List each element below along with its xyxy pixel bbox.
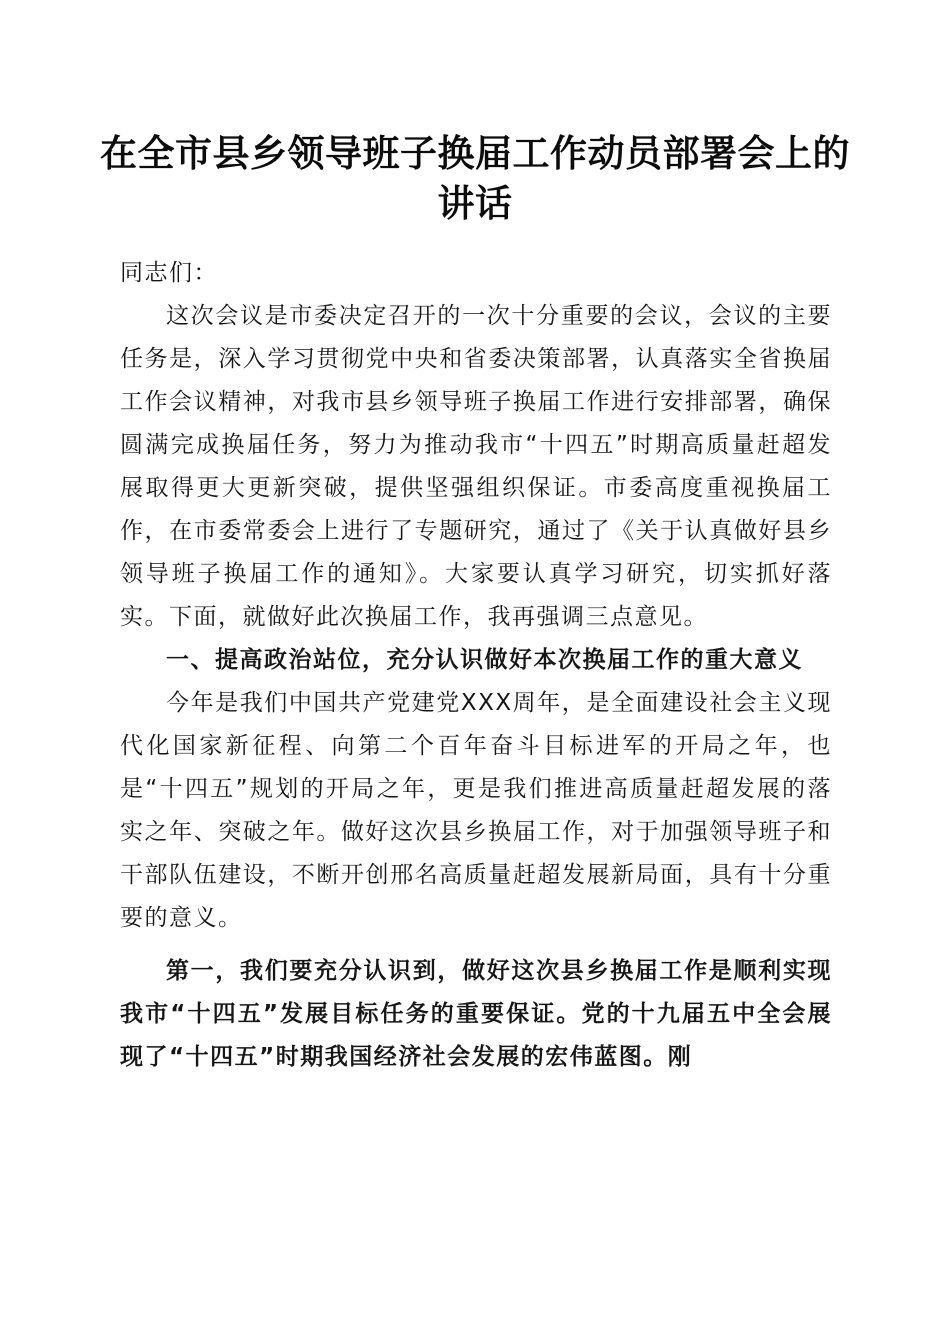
salutation: 同志们： <box>120 260 218 286</box>
document-body <box>120 252 832 1079</box>
paragraph-intro: 这次会议是市委决定召开的一次十分重要的会议，会议的主要任务是，深入学习贯彻党中央和省委决策部署，认真落实全省换届工作会议精神，对我市县乡领导班子换届工作进行安排部署，确保圆满完成换届任务，努力为推动我市“十四五”时期高质量赶超发展取得更大更新突破，提供坚强组织保证。市委高度重视换届工作，在市委常委会上进行了专题研究，通过了《关于认真做好县乡领导班子换届工作的通知》。大家要认真学习研究，切实抓好落实。下面，就做好此次换届工作，我再强调三点意见。 <box>120 303 832 630</box>
paragraph-first-point: 第一，我们要充分认识到，做好这次县乡换届工作是顺利实现我市“十四五”发展目标任务的重要保证。党的十九届五中全会展现了“十四五”时期我国经济社会发展的宏伟蓝图。刚 <box>120 958 832 1070</box>
document-title: 在全市县乡领导班子换届工作动员部署会上的讲话 <box>100 131 850 225</box>
section-heading-1: 一、提高政治站位，充分认识做好本次换届工作的重大意义 <box>166 647 803 673</box>
paragraph-significance: 今年是我们中国共产党建党XXX周年，是全面建设社会主义现代化国家新征程、向第二个百年奋斗目标进军的开局之年，也是“十四五”规划的开局之年，更是我们推进高质量赶超发展的落实之年、突破之年。做好这次县乡换届工作，对于加强领导班子和干部队伍建设，不断开创邢名高质量赶超发展新局面，具有十分重要的意义。 <box>120 690 832 931</box>
